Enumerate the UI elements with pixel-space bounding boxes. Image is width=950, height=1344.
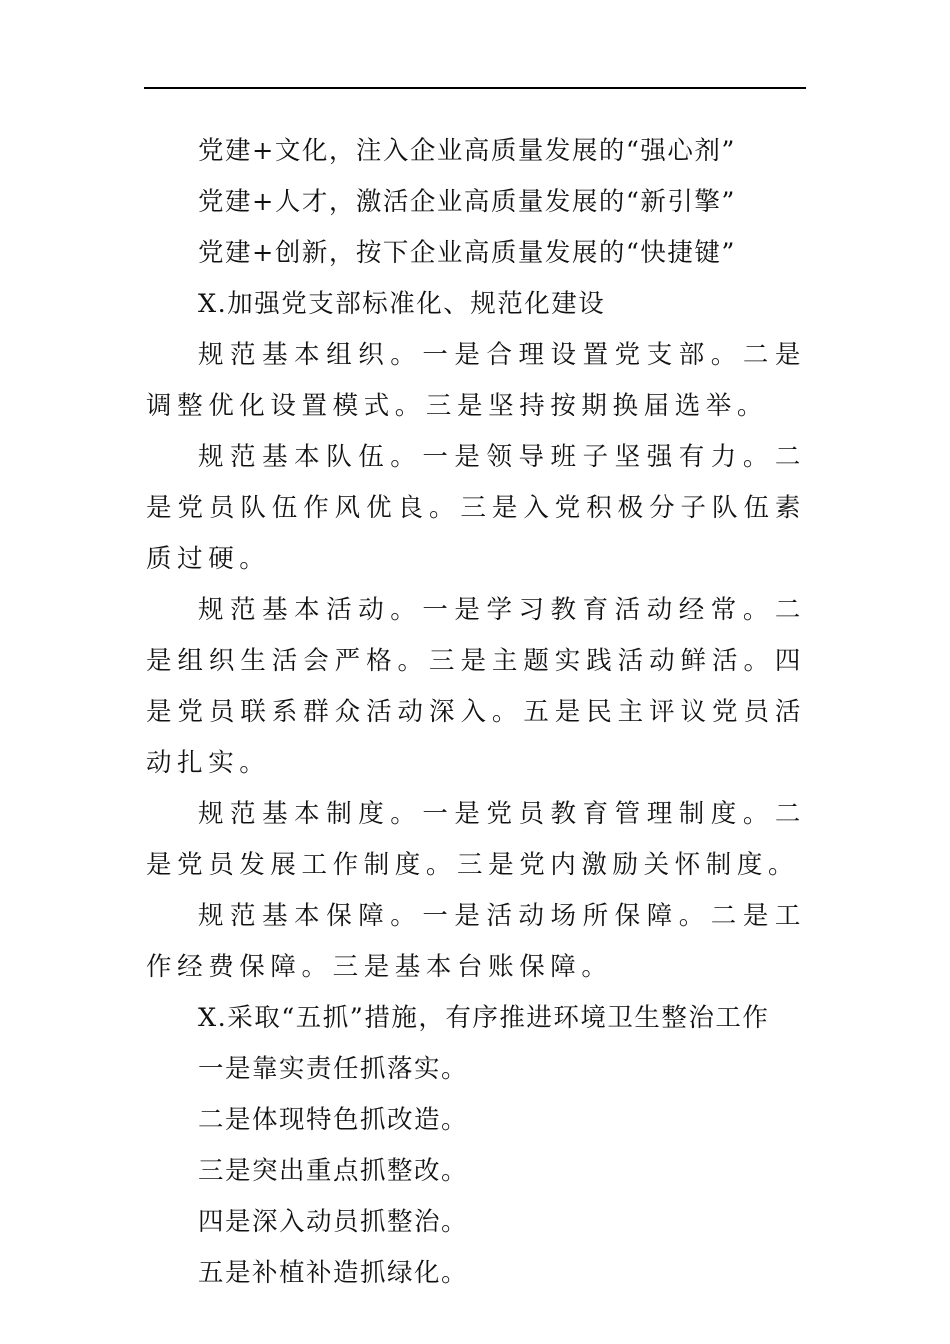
body-paragraph: 规范基本队伍。一是领导班子坚强有力。二是党员队伍作风优良。三是入党积极分子队伍素质过硬。 [146, 442, 806, 574]
theme-line: 党建+文化，注入企业高质量发展的“强心剂” [198, 136, 736, 166]
body-paragraph: 规范基本制度。一是党员教育管理制度。二是党员发展工作制度。三是党内激励关怀制度。 [146, 799, 806, 880]
section-heading: X.加强党支部标准化、规范化建设 [198, 289, 606, 319]
list-item: 三是突出重点抓整改。 [198, 1156, 469, 1186]
body-paragraph: 规范基本保障。一是活动场所保障。二是工作经费保障。三是基本台账保障。 [146, 901, 806, 982]
list-item: 五是补植补造抓绿化。 [198, 1258, 469, 1288]
list-item: 一是靠实责任抓落实。 [198, 1054, 469, 1084]
header-rule [144, 87, 806, 89]
body-paragraph: 规范基本活动。一是学习教育活动经常。二是组织生活会严格。三是主题实践活动鲜活。四是党员联系群众活动深入。五是民主评议党员活动扎实。 [146, 595, 806, 778]
theme-line: 党建+创新，按下企业高质量发展的“快捷键” [198, 238, 736, 268]
theme-line: 党建+人才，激活企业高质量发展的“新引擎” [198, 187, 736, 217]
body-paragraph: 规范基本组织。一是合理设置党支部。二是调整优化设置模式。三是坚持按期换届选举。 [146, 340, 806, 421]
list-item: 四是深入动员抓整治。 [198, 1207, 469, 1237]
document-body [146, 126, 806, 1299]
section-heading: X.采取“五抓”措施，有序推进环境卫生整治工作 [198, 1003, 770, 1033]
list-item: 二是体现特色抓改造。 [198, 1105, 469, 1135]
